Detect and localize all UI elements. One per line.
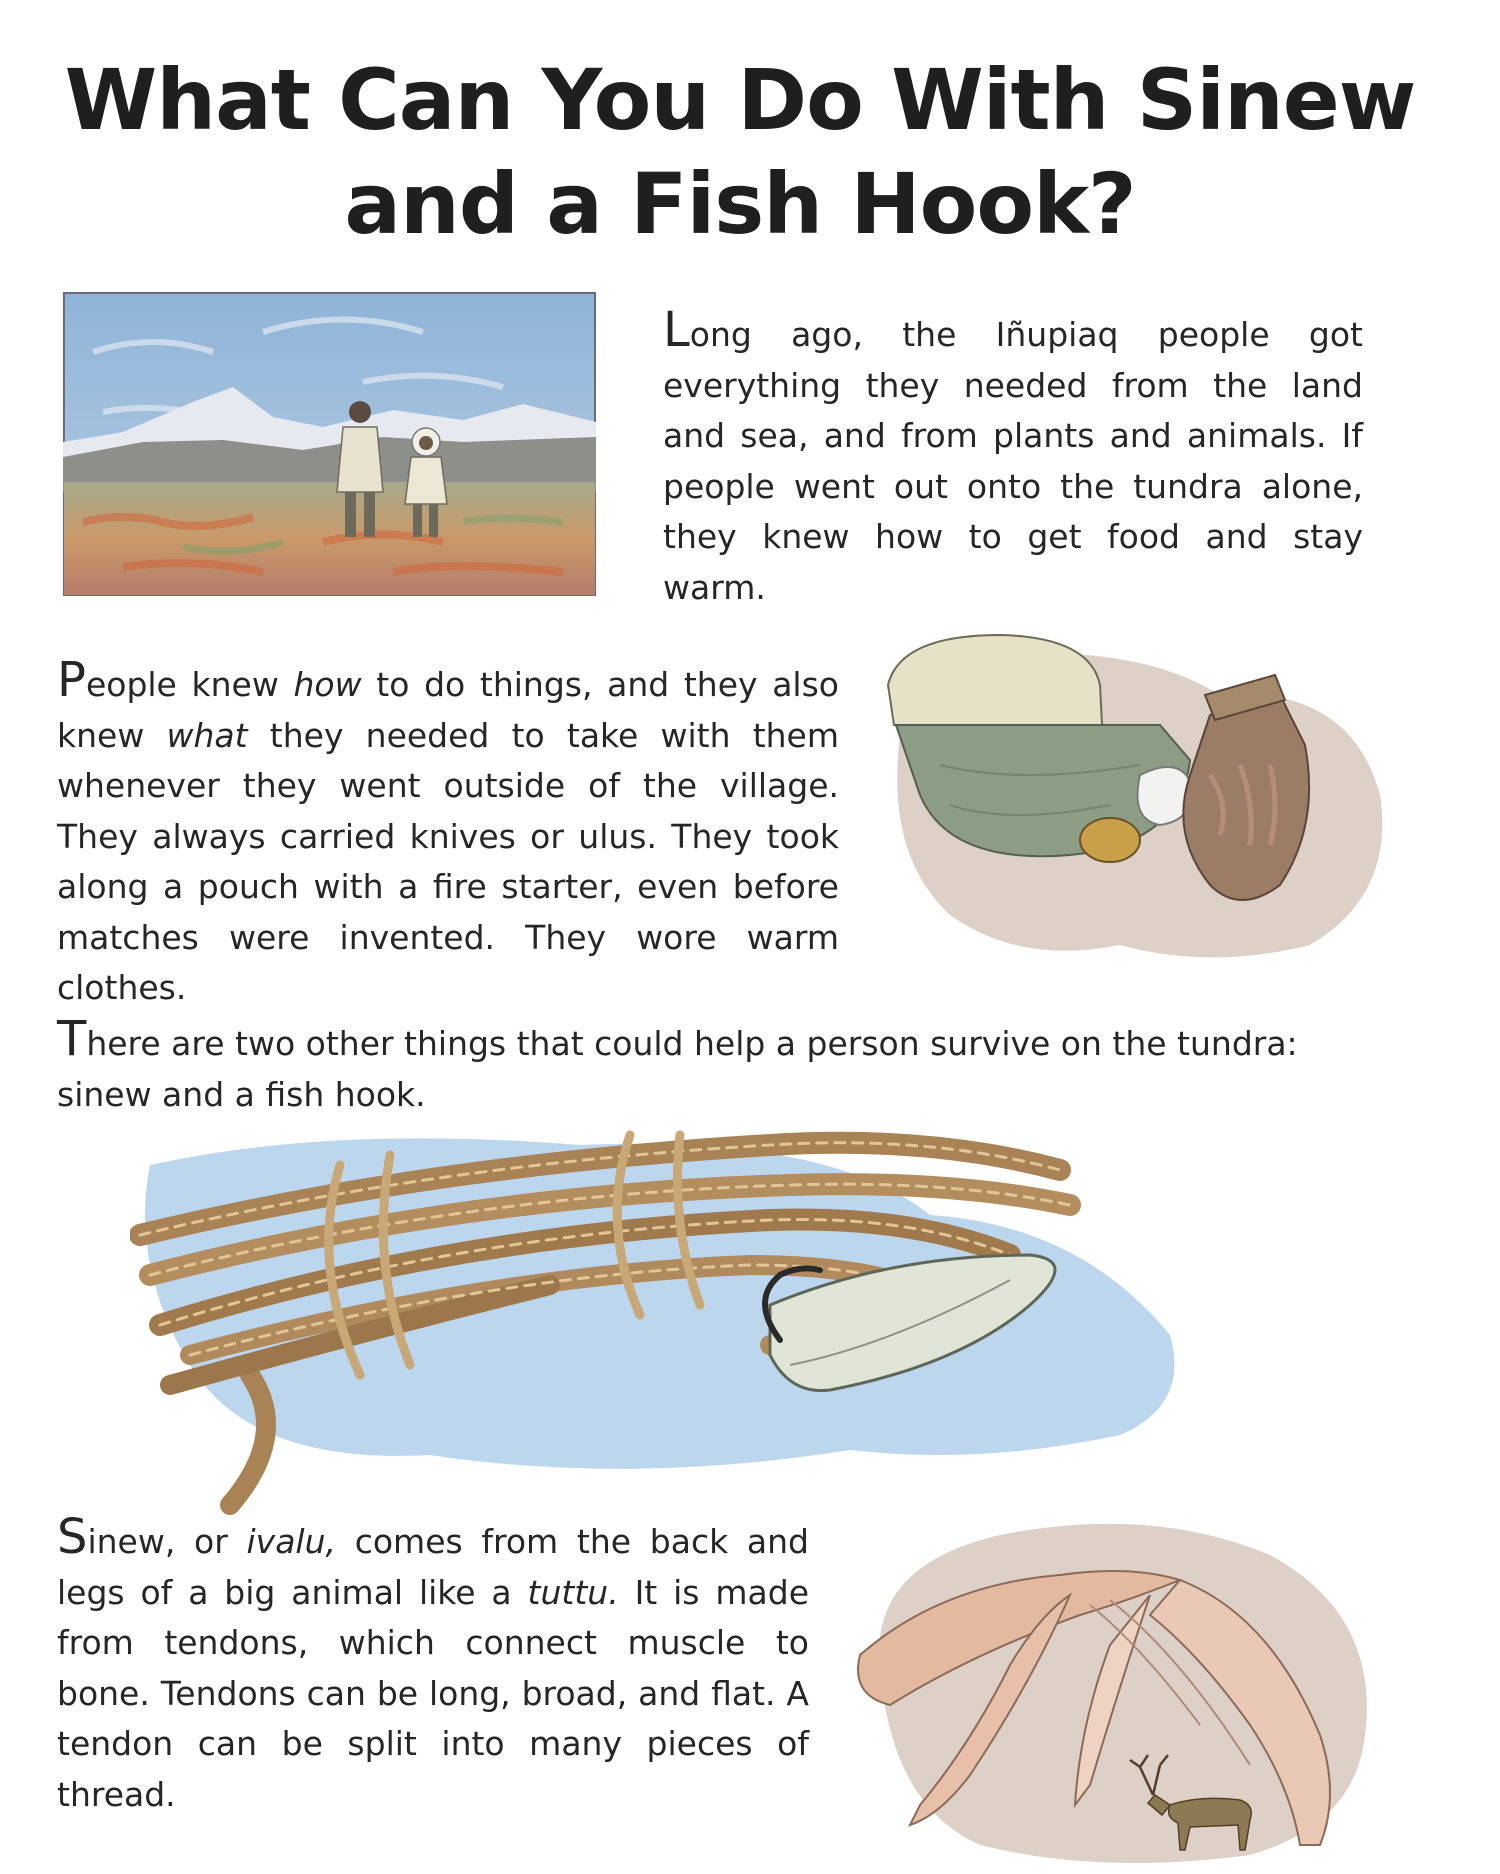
tundra-illustration bbox=[63, 292, 596, 596]
paragraph-text: here are two other things that could help a person survive on the tundra: sinew and a fish hook. bbox=[57, 1024, 1298, 1114]
paragraph-text: ong ago, the Iñupiaq people got everything they needed from the land and sea, and from plants and animals. If people went out onto the tundra alone, they knew how to get food and stay warm. bbox=[663, 315, 1363, 607]
emphasis-what: what bbox=[166, 715, 248, 755]
paragraph-text: they needed to take with them whenever they went outside of the village. They always carried knives or ulus. They took along a pouch with a fire starter, even before matches were invented. They wore warm clothes. bbox=[57, 715, 839, 1007]
intro-paragraph bbox=[663, 302, 1363, 613]
drop-cap: L bbox=[663, 302, 690, 358]
paragraph-text: eople knew bbox=[85, 665, 294, 704]
paragraph-text: inew, or bbox=[87, 1522, 247, 1561]
drop-cap: P bbox=[57, 652, 86, 708]
page-title: What Can You Do With Sinew and a Fish Hook? bbox=[64, 51, 1416, 253]
fire-starter-stone-icon bbox=[1080, 818, 1140, 862]
ulu-and-tools-illustration bbox=[880, 625, 1400, 975]
tendon-and-caribou-illustration bbox=[850, 1505, 1380, 1870]
sinew-paragraph bbox=[57, 1509, 809, 1820]
tools-paragraph bbox=[57, 652, 839, 1014]
drop-cap: S bbox=[57, 1509, 88, 1565]
paragraph-text: It is made from tendons, which connect muscle to bone. Tendons can be long, broad, and flat. A tendon can be split into many pieces of thread. bbox=[57, 1572, 809, 1814]
emphasis-how: how bbox=[293, 665, 362, 704]
paragraph-text: comes from the back and legs of a big animal like a bbox=[57, 1522, 809, 1612]
sinew-and-fish-hook-illustration bbox=[130, 1105, 1260, 1515]
paragraph-text: to do things, and they also knew bbox=[57, 665, 839, 755]
drop-cap: T bbox=[57, 1011, 87, 1067]
emphasis-tuttu: tuttu. bbox=[527, 1572, 619, 1612]
emphasis-ivalu: ivalu, bbox=[246, 1522, 337, 1561]
